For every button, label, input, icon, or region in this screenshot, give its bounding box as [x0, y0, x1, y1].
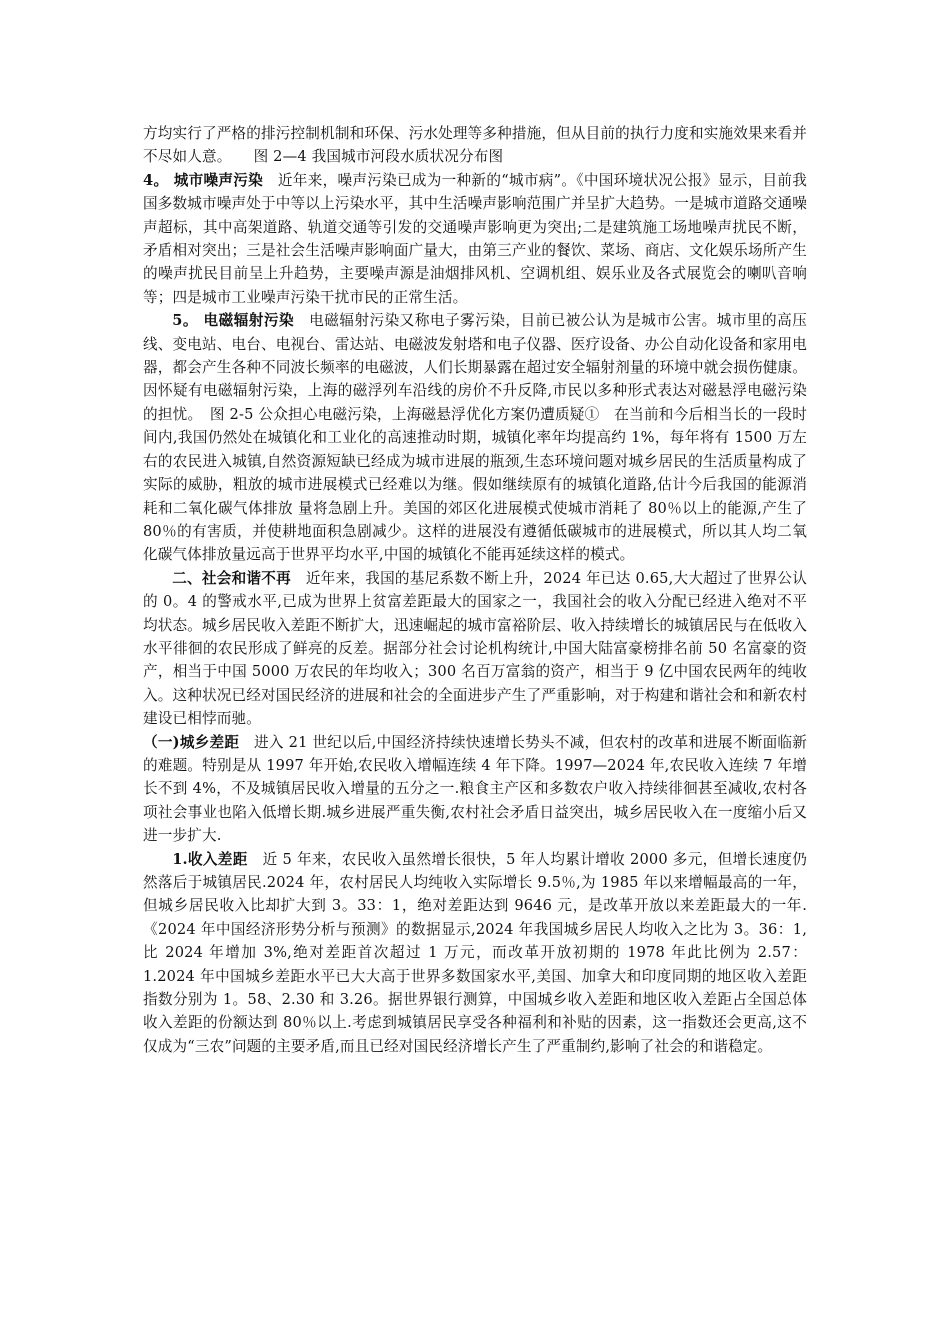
paragraph-income-gap: [143, 848, 807, 1059]
paragraph-water-pollution-end: [143, 122, 807, 169]
paragraph-text: 方均实行了严格的排污控制机制和环保、污水处理等多种措施，但从目前的执行力度和实施效果来看并不尽如人意。 图 2—4 我国城市河段水质状况分布图: [143, 125, 807, 166]
paragraph-text: 近年来，噪声污染已成为一种新的“城市病”。《中国环境状况公报》显示，目前我国多数城市噪声处于中等以上污染水平，其中生活噪声影响范围广并呈扩大趋势。一是城市道路交通噪声超标，其中高架道路、轨道交通等引发的交通噪声影响更为突出;二是建筑施工场地噪声扰民不断，矛盾相对突出；三是社会生活噪声影响面广量大，由第三产业的餐饮、菜场、商店、文化娱乐场所产生的噪声扰民目前呈上升趋势，主要噪声源是油烟排风机、空调机组、娱乐业及各式展览会的喇叭音响等；四是城市工业噪声污染干扰市民的正常生活。: [143, 171, 807, 306]
paragraph-urban-rural-gap: [143, 731, 807, 848]
paragraph-text: 近年来，我国的基尼系数不断上升，2024 年已达 0.65,大大超过了世界公认的 0。4 的警戒水平,已成为世界上贫富差距最大的国家之一，我国社会的收入分配已经进入绝对不平均状态。城乡居民收入差距不断扩大，迅速崛起的城市富裕阶层、收入持续增长的城镇居民与在低收入水平徘徊的农民形成了鲜亮的反差。据部分社会讨论机构统计,中国大陆富豪榜排名前 50 名富豪的资产，相当于中国 5000 万农民的年均收入；300 名百万富翁的资产，相当于 9 亿中国农民两年的纯收入。这种状况已经对国民经济的进展和社会的全面进步产生了严重影响，对于构建和谐社会和和新农村建设已相悖而驰。: [143, 569, 807, 728]
paragraph-text: 进入 21 世纪以后,中国经济持续快速增长势头不减，但农村的改革和进展不断面临新的难题。特别是从 1997 年开始,农民收入增幅连续 4 年下降。1997—2024 年,农民收入连续 7 年增长不到 4%，不及城镇居民收入增量的五分之一.粮食主产区和多数农户收入持续徘徊甚至减收,农村各项社会事业也陷入低增长期.城乡进展严重失衡,农村社会矛盾日益突出，城乡居民收入在一度缩小后又进一步扩大.: [143, 733, 807, 845]
document-page: [143, 122, 807, 1058]
paragraph-text: 电磁辐射污染又称电子雾污染，目前已被公认为是城市公害。城市里的高压线、变电站、电台、电视台、雷达站、电磁波发射塔和电子仪器、医疗设备、办公自动化设备和家用电器，都会产生各种不同波长频率的电磁波，人们长期暴露在超过安全辐射剂量的环境中就会损伤健康。因怀疑有电磁辐射污染，上海的磁浮列车沿线的房价不升反降,市民以多种形式表达对磁悬浮电磁污染的担忧。 图 2-5 公众担心电磁污染，上海磁悬浮优化方案仍遭质疑① 在当前和今后相当长的一段时间内,我国仍然处在城镇化和工业化的高速推动时期，城镇化率年均提高约 1%，每年将有 1500 万左右的农民进入城镇,自然资源短缺已经成为城市进展的瓶颈,生态环境问题对城乡居民的生活质量构成了实际的威胁，粗放的城市进展模式已经难以为继。假如继续原有的城镇化道路,估计今后我国的能源消耗和二氧化碳气体排放 量将急剧上升。美国的郊区化进展模式使城市消耗了 80％以上的能源,产生了 80％的有害质，并使耕地面积急剧减少。这样的进展没有遵循低碳城市的进展模式，所以其人均二氧化碳气体排放量远高于世界平均水平,中国的城镇化不能再延续这样的模式。: [143, 312, 807, 564]
section-heading: 5。 电磁辐射污染: [172, 312, 295, 330]
section-heading: 二、社会和谐不再: [172, 569, 291, 587]
section-heading: 4。 城市噪声污染: [143, 171, 264, 189]
section-heading: 1.收入差距: [172, 850, 248, 868]
paragraph-noise-pollution: [143, 169, 807, 309]
paragraph-social-harmony: [143, 567, 807, 731]
section-heading: （一)城乡差距: [143, 733, 240, 751]
paragraph-text: 近 5 年来，农民收入虽然增长很快，5 年人均累计增收 2000 多元，但增长速度仍然落后于城镇居民.2024 年，农村居民人均纯收入实际增长 9.5％,为 1985 年以来增幅最高的一年，但城乡居民收入比却扩大到 3。33：1，绝对差距达到 9646 元，是改革开放以来差距最大的一年.《2024 年中国经济形势分析与预测》的数据显示,2024 年我国城乡居民人均收入之比为 3。36：1,比 2024 年增加 3%,绝对差距首次超过 1 万元，而改革开放初期的 1978 年此比例为 2.57：1.2024 年中国城乡差距水平已大大高于世界多数国家水平,美国、加拿大和印度同期的地区收入差距指数分别为 1。58、2.30 和 3.26。据世界银行测算，中国城乡收入差距和地区收入差距占全国总体收入差距的份额达到 80％以上.考虑到城镇居民享受各种福利和补贴的因素，这一指数还会更高,这不仅成为“三农”问题的主要矛盾,而且已经对国民经济增长产生了严重制约,影响了社会的和谐稳定。: [143, 850, 807, 1055]
paragraph-electromagnetic-pollution: [143, 309, 807, 566]
